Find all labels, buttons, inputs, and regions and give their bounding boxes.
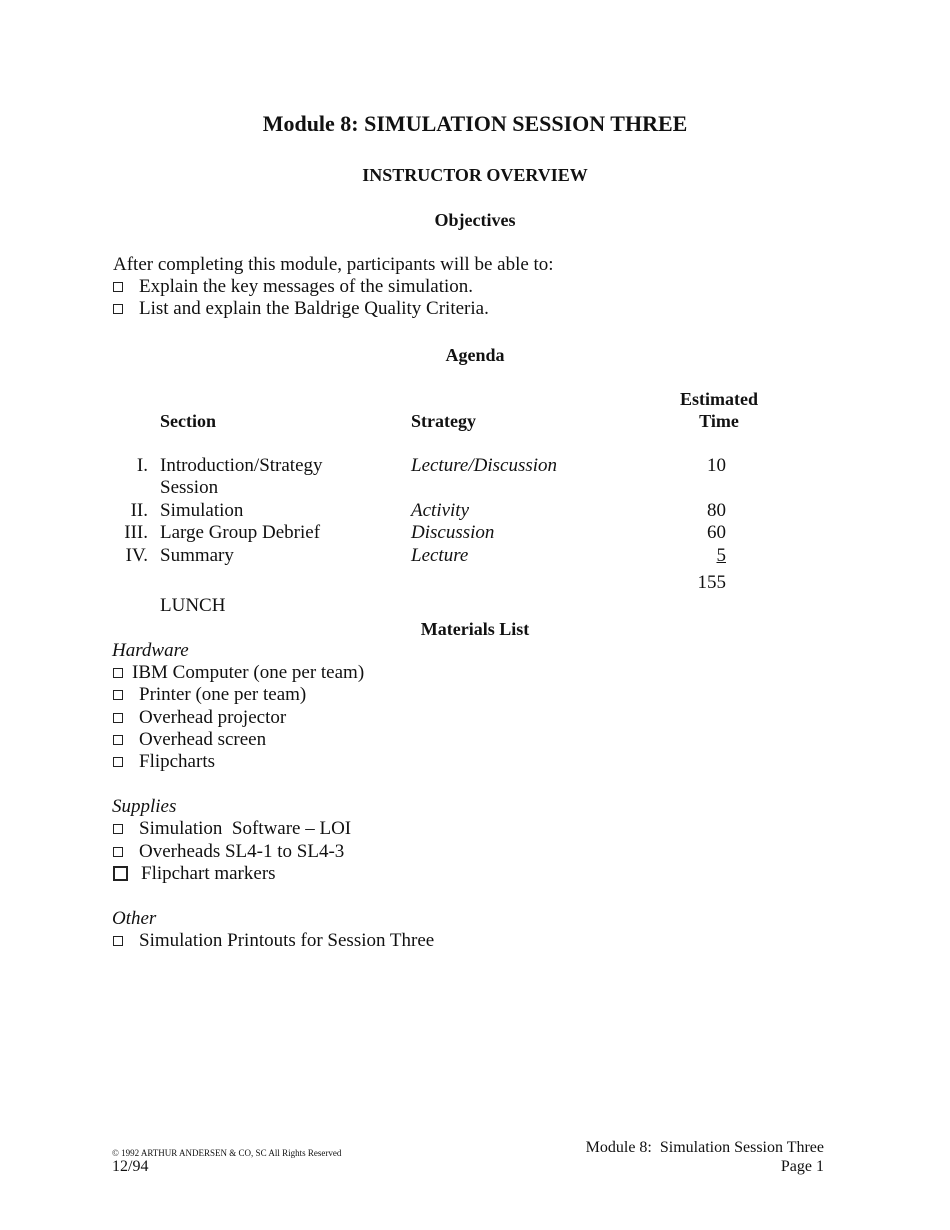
agenda-row-number: I. bbox=[136, 455, 148, 476]
hardware-item: Overhead projector bbox=[113, 707, 286, 729]
agenda-lunch: LUNCH bbox=[160, 595, 226, 616]
supplies-item: Simulation Software – LOI bbox=[113, 818, 351, 840]
agenda-total-time: 155 bbox=[697, 572, 726, 593]
supplies-label: Supplies bbox=[112, 796, 177, 817]
agenda-row-number: II. bbox=[130, 500, 148, 521]
checkbox-bullet-icon bbox=[113, 690, 123, 700]
agenda-row-section-cont: Session bbox=[160, 477, 219, 498]
agenda-row-section: Large Group Debrief bbox=[160, 522, 321, 543]
objective-item: Explain the key messages of the simulation. bbox=[113, 276, 473, 298]
objectives-intro: After completing this module, participants will be able to: bbox=[113, 254, 554, 275]
agenda-row-section: Summary bbox=[160, 545, 234, 566]
checkbox-bullet-icon bbox=[113, 668, 123, 678]
checkbox-bullet-icon bbox=[113, 936, 123, 946]
agenda-heading: Agenda bbox=[445, 345, 505, 365]
checkbox-bullet-icon bbox=[113, 757, 123, 767]
footer-date: 12/94 bbox=[112, 1158, 149, 1175]
agenda-row-strategy: Lecture/Discussion bbox=[411, 455, 558, 476]
other-item: Simulation Printouts for Session Three bbox=[113, 930, 434, 952]
col-time-header-line2: Time bbox=[699, 411, 739, 431]
agenda-row-number: III. bbox=[124, 522, 148, 543]
materials-heading: Materials List bbox=[420, 619, 530, 639]
footer-module: Module 8: Simulation Session Three bbox=[585, 1139, 824, 1156]
hardware-item: Printer (one per team) bbox=[113, 684, 306, 706]
checkbox-bullet-icon bbox=[113, 847, 123, 857]
agenda-row-section: Introduction/Strategy bbox=[160, 455, 323, 476]
page-title: Module 8: SIMULATION SESSION THREE bbox=[262, 111, 688, 136]
hardware-item: Flipcharts bbox=[113, 751, 215, 773]
checkbox-bullet-icon bbox=[113, 824, 123, 834]
hardware-label: Hardware bbox=[112, 640, 189, 661]
col-strategy-header: Strategy bbox=[411, 411, 476, 431]
footer-copyright: © 1992 ARTHUR ANDERSEN & CO, SC All Rights Reserved bbox=[112, 1148, 342, 1158]
checkbox-bullet-icon bbox=[113, 735, 123, 745]
page-subtitle: INSTRUCTOR OVERVIEW bbox=[362, 165, 588, 185]
agenda-row-time: 80 bbox=[707, 500, 726, 521]
supplies-item: Overheads SL4-1 to SL4-3 bbox=[113, 841, 344, 863]
agenda-row-number: IV. bbox=[125, 545, 148, 566]
agenda-row-strategy: Discussion bbox=[411, 522, 495, 543]
hardware-item: Overhead screen bbox=[113, 729, 266, 751]
hardware-item: IBM Computer (one per team) bbox=[113, 662, 364, 684]
checkbox-bullet-icon bbox=[113, 713, 123, 723]
other-label: Other bbox=[112, 908, 157, 929]
checkbox-bullet-icon bbox=[113, 866, 128, 881]
agenda-row-section: Simulation bbox=[160, 500, 244, 521]
agenda-row-strategy: Lecture bbox=[411, 545, 469, 566]
agenda-row-time: 10 bbox=[707, 455, 726, 476]
agenda-row-time: 60 bbox=[707, 522, 726, 543]
footer-page-number: Page 1 bbox=[780, 1158, 824, 1175]
col-time-header-line1: Estimated bbox=[680, 389, 758, 409]
checkbox-bullet-icon bbox=[113, 282, 123, 292]
col-section-header: Section bbox=[160, 411, 216, 431]
agenda-row-time: 5 bbox=[716, 545, 726, 566]
supplies-item: Flipchart markers bbox=[113, 863, 276, 885]
objectives-heading: Objectives bbox=[434, 210, 516, 230]
checkbox-bullet-icon bbox=[113, 304, 123, 314]
objective-item: List and explain the Baldrige Quality Criteria. bbox=[113, 298, 489, 320]
agenda-row-strategy: Activity bbox=[411, 500, 470, 521]
